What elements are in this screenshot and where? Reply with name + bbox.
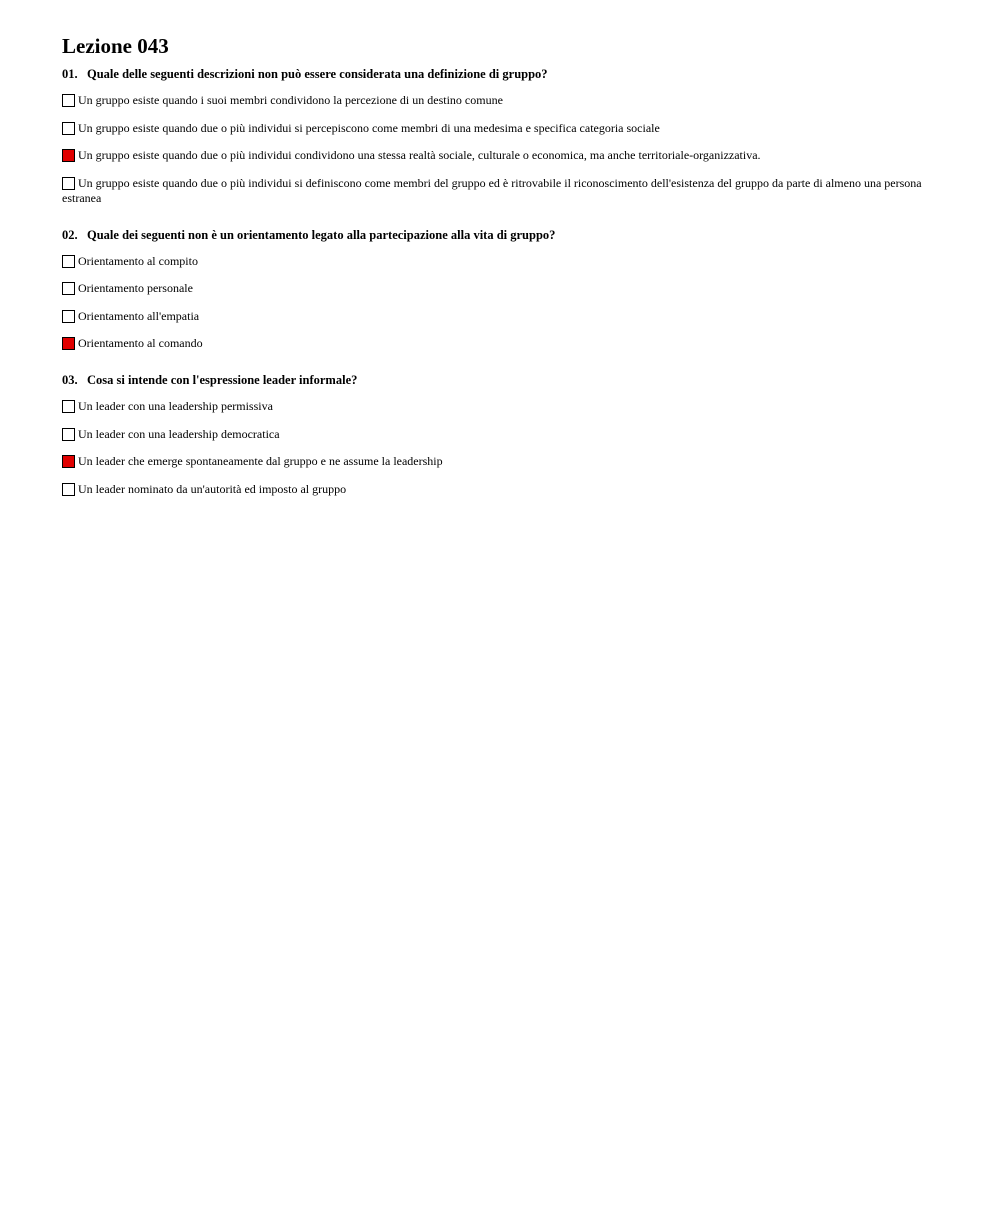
answer-option [62, 454, 932, 469]
answer-text: Un gruppo esiste quando due o più individui condividono una stessa realtà sociale, culturale o economica, ma anche territoriale-organizzativa. [78, 148, 761, 162]
answer-text: Un gruppo esiste quando due o più individui si definiscono come membri del gruppo ed è ritrovabile il riconoscimento dell'esistenza del gruppo da parte di almeno una persona estranea [62, 175, 922, 205]
question-block [62, 228, 932, 352]
answer-text: Un leader con una leadership permissiva [78, 399, 273, 413]
answer-option [62, 482, 932, 497]
answer-checkbox[interactable] [62, 428, 75, 441]
answer-option [62, 121, 932, 136]
answer-text: Un leader nominato da un'autorità ed imposto al gruppo [78, 481, 347, 496]
question-number: 02. [62, 227, 78, 242]
question-heading [62, 373, 932, 388]
question-text: Cosa si intende con l'espressione leader informale? [87, 373, 358, 387]
answer-checkbox[interactable] [62, 483, 75, 496]
answer-text: Un leader che emerge spontaneamente dal gruppo e ne assume la leadership [78, 454, 443, 468]
answer-option [62, 281, 932, 296]
answer-checkbox[interactable] [62, 122, 75, 135]
answer-text: Orientamento al compito [78, 253, 198, 268]
answer-checkbox[interactable] [62, 94, 75, 107]
question-text: Quale dei seguenti non è un orientamento legato alla partecipazione alla vita di gruppo? [87, 227, 556, 242]
answer-checkbox[interactable] [62, 282, 75, 295]
quiz-page [62, 34, 932, 519]
answer-text: Orientamento personale [78, 281, 193, 295]
answer-text: Un gruppo esiste quando due o più individui si percepiscono come membri di una medesima e specifica categoria sociale [78, 120, 660, 135]
question-number: 03. [62, 373, 78, 387]
answer-option [62, 336, 932, 351]
answer-checkbox[interactable] [62, 149, 75, 162]
answer-text: Un gruppo esiste quando i suoi membri condividono la percezione di un destino comune [78, 93, 503, 107]
answer-option [62, 93, 932, 108]
question-heading [62, 228, 932, 243]
answer-option [62, 309, 932, 324]
answer-checkbox[interactable] [62, 310, 75, 323]
answer-option [62, 176, 932, 206]
answer-text: Orientamento al comando [78, 336, 203, 350]
answer-checkbox[interactable] [62, 177, 75, 190]
answer-text: Un leader con una leadership democratica [78, 426, 280, 441]
lesson-title: Lezione 043 [62, 34, 169, 58]
answer-text: Orientamento all'empatia [78, 308, 200, 323]
answer-checkbox[interactable] [62, 337, 75, 350]
question-block [62, 373, 932, 497]
question-heading [62, 67, 932, 82]
answer-option [62, 399, 932, 414]
answer-checkbox[interactable] [62, 400, 75, 413]
question-block [62, 67, 932, 206]
answer-checkbox[interactable] [62, 455, 75, 468]
question-number: 01. [62, 67, 78, 81]
question-text: Quale delle seguenti descrizioni non può essere considerata una definizione di gruppo? [87, 67, 548, 81]
answer-checkbox[interactable] [62, 255, 75, 268]
answer-option [62, 427, 932, 442]
answer-option [62, 254, 932, 269]
answer-option [62, 148, 932, 163]
